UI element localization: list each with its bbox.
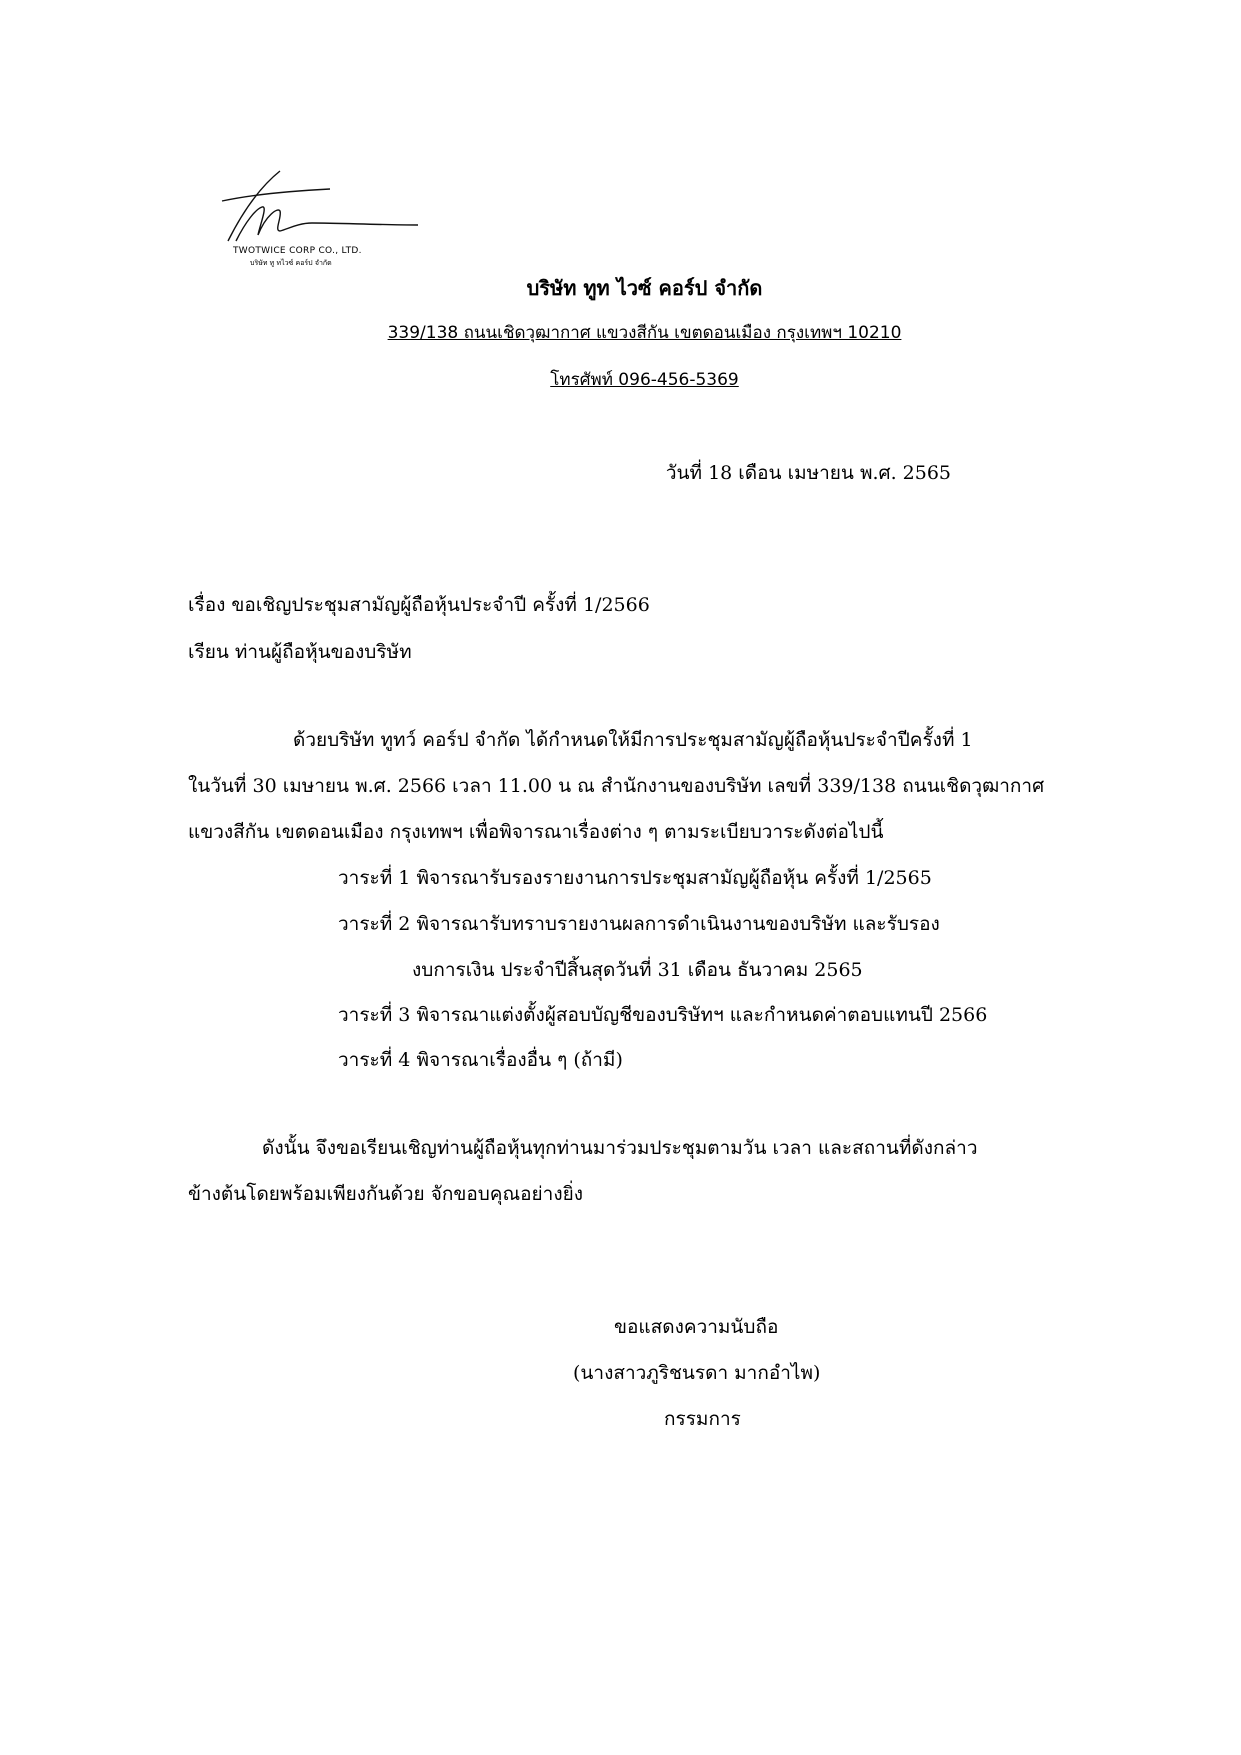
logo-name-th: บริษัท ทู ทไวซ์ คอร์ป จำกัด xyxy=(250,259,332,267)
logo-name-en: TWOTWICE CORP CO., LTD. xyxy=(233,246,362,256)
company-phone: โทรศัพท์ 096-456-5369 xyxy=(550,370,739,390)
agenda-item-1: วาระที่ 1 พิจารณารับรองรายงานการประชุมสามัญผู้ถือหุ้น ครั้งที่ 1/2565 xyxy=(338,867,932,889)
signature-regards: ขอแสดงความนับถือ xyxy=(614,1316,779,1338)
letter-salutation: เรียน ท่านผู้ถือหุ้นของบริษัท xyxy=(188,641,412,663)
agenda-item-2-cont: งบการเงิน ประจำปีสิ้นสุดวันที่ 31 เดือน ธันวาคม 2565 xyxy=(412,959,863,981)
letter-subject: เรื่อง ขอเชิญประชุมสามัญผู้ถือหุ้นประจำปี ครั้งที่ 1/2566 xyxy=(188,594,650,616)
signature-mark-icon xyxy=(220,165,430,250)
agenda-item-2: วาระที่ 2 พิจารณารับทราบรายงานผลการดำเนินงานของบริษัท และรับรอง xyxy=(338,913,940,935)
body-line-2: ในวันที่ 30 เมษายน พ.ศ. 2566 เวลา 11.00 น ณ สำนักงานของบริษัท เลขที่ 339/138 ถนนเชิดวุฒากาศ xyxy=(188,775,1045,797)
agenda-item-3: วาระที่ 3 พิจารณาแต่งตั้งผู้สอบบัญชีของบริษัทฯ และกำหนดค่าตอบแทนปี 2566 xyxy=(338,1004,988,1026)
closing-line-2: ข้างต้นโดยพร้อมเพียงกันด้วย จักขอบคุณอย่างยิ่ง xyxy=(188,1183,584,1205)
company-name: บริษัท ทูท ไวซ์ คอร์ป จำกัด xyxy=(526,276,763,300)
body-line-3: แขวงสีกัน เขตดอนเมือง กรุงเทพฯ เพื่อพิจารณาเรื่องต่าง ๆ ตามระเบียบวาระดังต่อไปนี้ xyxy=(188,821,884,843)
signature-name: (นางสาวภูริชนรดา มากอำไพ) xyxy=(573,1362,821,1384)
signature-title: กรรมการ xyxy=(664,1408,741,1430)
body-line-1: ด้วยบริษัท ทูทว์ คอร์ป จำกัด ได้กำหนดให้มีการประชุมสามัญผู้ถือหุ้นประจำปีครั้งที่ 1 xyxy=(293,729,973,751)
company-logo xyxy=(220,165,430,275)
letter-date: วันที่ 18 เดือน เมษายน พ.ศ. 2565 xyxy=(665,462,951,484)
closing-line-1: ดังนั้น จึงขอเรียนเชิญท่านผู้ถือหุ้นทุกท่านมาร่วมประชุมตามวัน เวลา และสถานที่ดังกล่าว xyxy=(262,1137,978,1159)
company-address: 339/138 ถนนเชิดวุฒากาศ แขวงสีกัน เขตดอนเมือง กรุงเทพฯ 10210 xyxy=(387,323,902,343)
agenda-item-4: วาระที่ 4 พิจารณาเรื่องอื่น ๆ (ถ้ามี) xyxy=(338,1049,623,1071)
